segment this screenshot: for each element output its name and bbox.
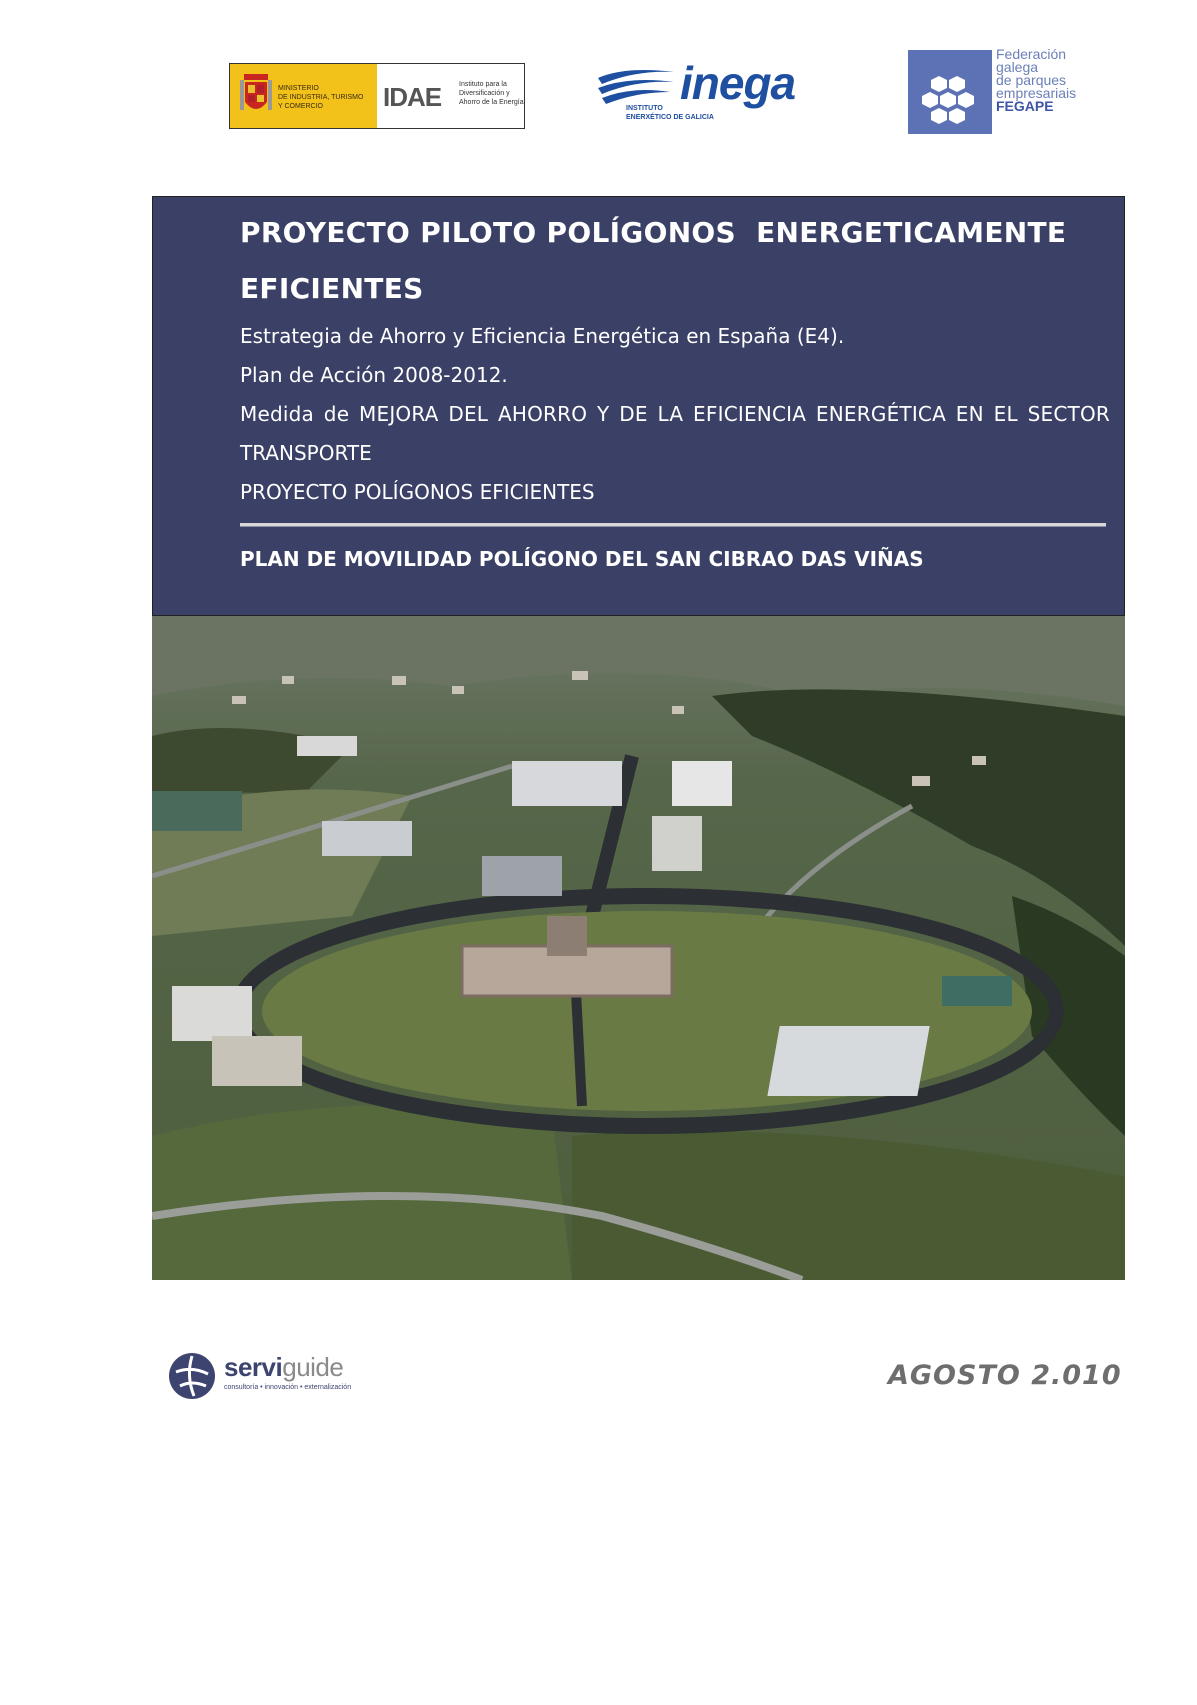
subtitle-plan: Plan de Acción 2008-2012.: [240, 363, 508, 387]
subtitle-project: PROYECTO POLÍGONOS EFICIENTES: [240, 480, 595, 504]
serviguide-logo: [168, 1352, 358, 1404]
ministry-idae-logo: [229, 63, 525, 129]
ministry-panel: [230, 64, 377, 128]
inega-wordmark: inega: [680, 57, 796, 109]
inega-logo: [596, 57, 796, 126]
inega-waves-icon: [596, 66, 676, 106]
document-date: AGOSTO 2.010: [888, 1360, 1122, 1391]
subtitle-strategy: Estrategia de Ahorro y Eficiencia Energética en España (E4).: [240, 324, 845, 348]
aerial-photo: [152, 616, 1125, 1280]
hexagon-grid-icon: [908, 50, 992, 136]
subtitle-measure: Medida de MEJORA DEL AHORRO Y DE LA EFICIENCIA ENERGÉTICA EN EL SECTOR: [240, 402, 1110, 426]
serviguide-tagline: consultoría • innovación • externalización: [224, 1384, 352, 1391]
serviguide-globe-icon: [168, 1352, 216, 1400]
plan-heading: PLAN DE MOVILIDAD POLÍGONO DEL SAN CIBRAO DAS VIÑAS: [240, 547, 924, 571]
coat-of-arms-icon: [240, 72, 272, 118]
title-line-1: PROYECTO PILOTO POLÍGONOS ENERGETICAMENTE: [240, 216, 1067, 249]
ministry-text: MINISTERIO DE INDUSTRIA, TURISMO Y COMERCIO: [278, 85, 364, 110]
divider: [240, 523, 1106, 527]
serviguide-wordmark: serviguide: [224, 1352, 344, 1382]
fegape-logo: [908, 48, 1098, 134]
aerial-photo-illustration: [152, 616, 1125, 1280]
document-title: [240, 197, 1110, 317]
inega-subtitle: INSTITUTO ENERXÉTICO DE GALICIA: [626, 105, 714, 121]
title-line-2: EFICIENTES: [240, 272, 424, 305]
subtitle-transport: TRANSPORTE: [240, 441, 372, 465]
title-panel: [152, 196, 1125, 616]
title-block: [240, 197, 1110, 512]
idae-text: Instituto para la Diversificación y Ahorro de la Energía: [459, 81, 524, 106]
idae-panel: [377, 64, 524, 128]
fegape-text: Federación galega de parques empresariais FEGAPE: [996, 46, 1077, 114]
idae-mark: IDAE: [383, 82, 442, 112]
